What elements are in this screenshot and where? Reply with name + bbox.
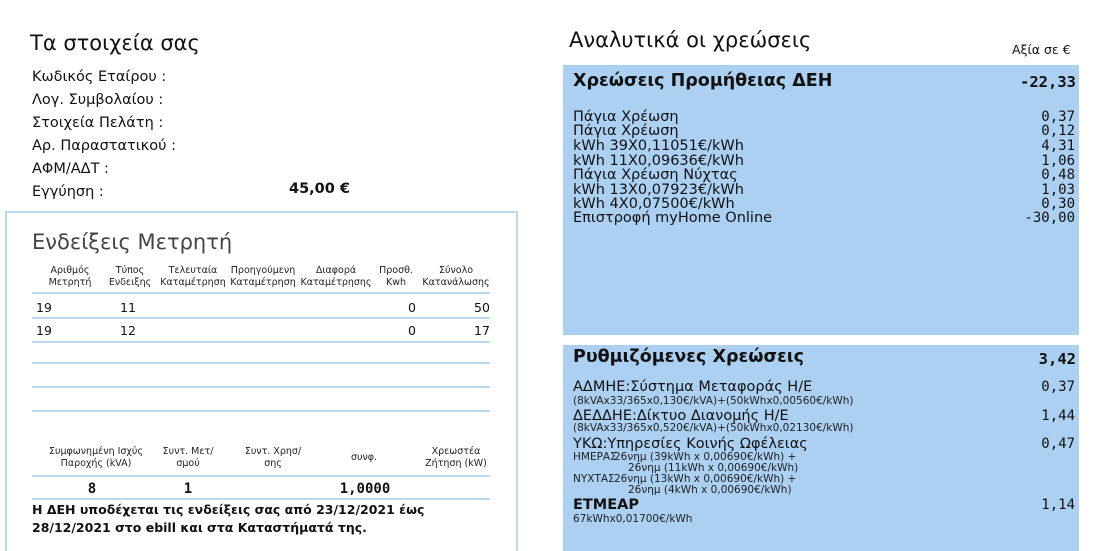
admie-label: ΑΔΜΗΕ:Σύστημα Μεταφοράς Η/Ε: [573, 379, 813, 395]
deddie-label: ΔΕΔΔΗΕ:Δίκτυο Διανομής Η/Ε: [573, 408, 789, 424]
supply-line-value: 4,31: [1041, 138, 1075, 154]
meter-row-2-type: 12: [120, 323, 136, 338]
customer-section-title: Τα στοιχεία σας: [30, 31, 200, 55]
meter-divider: [32, 498, 490, 500]
meter-divider: [32, 475, 490, 477]
document-number-label: Αρ. Παραστατικού :: [32, 138, 176, 154]
supply-line-label: kWh 39X0,11051€/kWh: [573, 138, 744, 154]
meter-row-1-type: 11: [120, 300, 136, 315]
supply-line-value: 0,12: [1041, 123, 1075, 139]
yko-day-label: ΗΜΕΡΑΣ: [573, 451, 617, 463]
supply-line-label: Πάγια Χρέωση Νύχτας: [573, 167, 738, 183]
supply-line-value: -30,00: [1024, 210, 1075, 226]
meter-divider: [32, 362, 490, 364]
deddie-value: 1,44: [1041, 408, 1075, 424]
meter-reading-note: Η ΔΕΗ υποδέχεται τις ενδείξεις σας από 23/12/2021 έως 28/12/2021 στο ebill και στα Καταστήματά της.: [32, 502, 425, 535]
meter-header-meter-number: Αριθμός Μετρητή: [48, 265, 92, 288]
agreed-power-value: 8: [87, 481, 97, 497]
supply-charges-title: Χρεώσεις Προμήθειας ΔΕΗ: [573, 71, 833, 91]
meter-row-2-number: 19: [36, 323, 52, 338]
footer-header-billable-demand: Χρεωστέα Ζήτηση (kW): [425, 446, 487, 469]
meter-divider: [32, 410, 490, 412]
meter-row-1-total: 50: [474, 300, 490, 315]
deddie-detail: (8kVAx33/365x0,520€/kVA)+(50kWhx0,02130€/kWh): [573, 422, 854, 434]
deposit-label: Εγγύηση :: [32, 184, 104, 200]
admie-detail: (8kVAx33/365x0,130€/kVA)+(50kWhx0,00560€/kWh): [573, 395, 854, 407]
meter-row-1-number: 19: [36, 300, 52, 315]
customer-info-label: Στοιχεία Πελάτη :: [32, 115, 164, 131]
power-factor-value: 1,0000: [339, 481, 391, 497]
yko-label: ΥΚΩ:Υπηρεσίες Κοινής Ωφέλειας: [573, 436, 808, 452]
meter-row-2-total: 17: [474, 323, 490, 338]
etmear-detail: 67kWhx0,01700€/kWh: [573, 513, 693, 525]
meter-header-difference: Διαφορά Καταμέτρησης: [300, 265, 372, 288]
value-column-header: Αξία σε €: [1012, 42, 1071, 57]
supply-line-label: Πάγια Χρέωση: [573, 123, 679, 139]
meter-divider: [32, 292, 490, 294]
deposit-value: 45,00 €: [289, 181, 351, 197]
supply-line-label: Επιστροφή myHome Online: [573, 210, 773, 226]
footer-header-power-factor: συνφ.: [350, 452, 378, 463]
supply-line-value: 1,06: [1041, 153, 1075, 169]
footer-header-meter-coefficient: Συντ. Μετ/σμού: [162, 446, 214, 469]
etmear-value: 1,14: [1041, 497, 1075, 513]
supply-line-label: kWh 11X0,09636€/kWh: [573, 153, 744, 169]
yko-night-line: 26νημ (4kWh x 0,00690€/kWh): [628, 484, 792, 496]
meter-header-total: Σύνολο Κατανάλωσης: [422, 265, 490, 288]
supply-line-value: 0,30: [1041, 196, 1075, 212]
admie-value: 0,37: [1041, 379, 1075, 395]
regulated-charges-title: Ρυθμιζόμενες Χρεώσεις: [573, 347, 805, 367]
footer-header-agreed-power: Συμφωνημένη Ισχύς Παροχής (kVA): [48, 446, 143, 469]
supply-line-label: kWh 4X0,07500€/kWh: [573, 196, 735, 212]
yko-value: 0,47: [1041, 436, 1075, 452]
supply-line-value: 1,03: [1041, 182, 1075, 198]
meter-row-2-extra: 0: [408, 323, 416, 338]
supply-charges-total: -22,33: [1020, 73, 1076, 91]
supply-line-value: 0,48: [1041, 167, 1075, 183]
meter-divider: [32, 341, 490, 343]
meter-divider: [32, 386, 490, 388]
meter-divider: [32, 317, 490, 319]
supply-line-label: kWh 13X0,07923€/kWh: [573, 182, 744, 198]
meter-header-last-reading: Τελευταία Καταμέτρηση: [160, 265, 226, 288]
partner-code-label: Κωδικός Εταίρου :: [32, 69, 167, 85]
supply-line-label: Πάγια Χρέωση: [573, 109, 679, 125]
meter-header-reading-type: Τύπος Ενδειξης: [108, 265, 152, 288]
etmear-label: ΕΤΜΕΑΡ: [573, 497, 639, 513]
yko-night-line: 26νημ (13kWh x 0,00690€/kWh) +: [614, 473, 797, 485]
meter-row-1-extra: 0: [408, 300, 416, 315]
supply-line-value: 0,37: [1041, 109, 1075, 125]
meter-header-extra-kwh: Προσθ. Kwh: [379, 265, 413, 288]
meter-readings-box: [5, 211, 518, 551]
footer-header-usage-coefficient: Συντ. Χρησ/σης: [244, 446, 302, 469]
charges-section-title: Αναλυτικά οι χρεώσεις: [569, 28, 812, 52]
meter-coefficient-value: 1: [183, 481, 193, 497]
customer-details-list: [32, 66, 176, 204]
yko-day-line: 26νημ (39kWh x 0,00690€/kWh) +: [614, 451, 797, 463]
yko-day-line: 26νημ (11kWh x 0,00690€/kWh): [628, 462, 799, 474]
meter-readings-title: Ενδείξεις Μετρητή: [32, 230, 233, 254]
regulated-charges-total: 3,42: [1038, 350, 1076, 368]
contract-account-label: Λογ. Συμβολαίου :: [32, 92, 164, 108]
tax-id-label: ΑΦΜ/ΑΔΤ :: [32, 161, 109, 177]
meter-header-previous-reading: Προηγούμενη Καταμέτρηση: [230, 265, 296, 288]
yko-night-label: ΝΥΧΤΑΣ: [573, 473, 615, 485]
